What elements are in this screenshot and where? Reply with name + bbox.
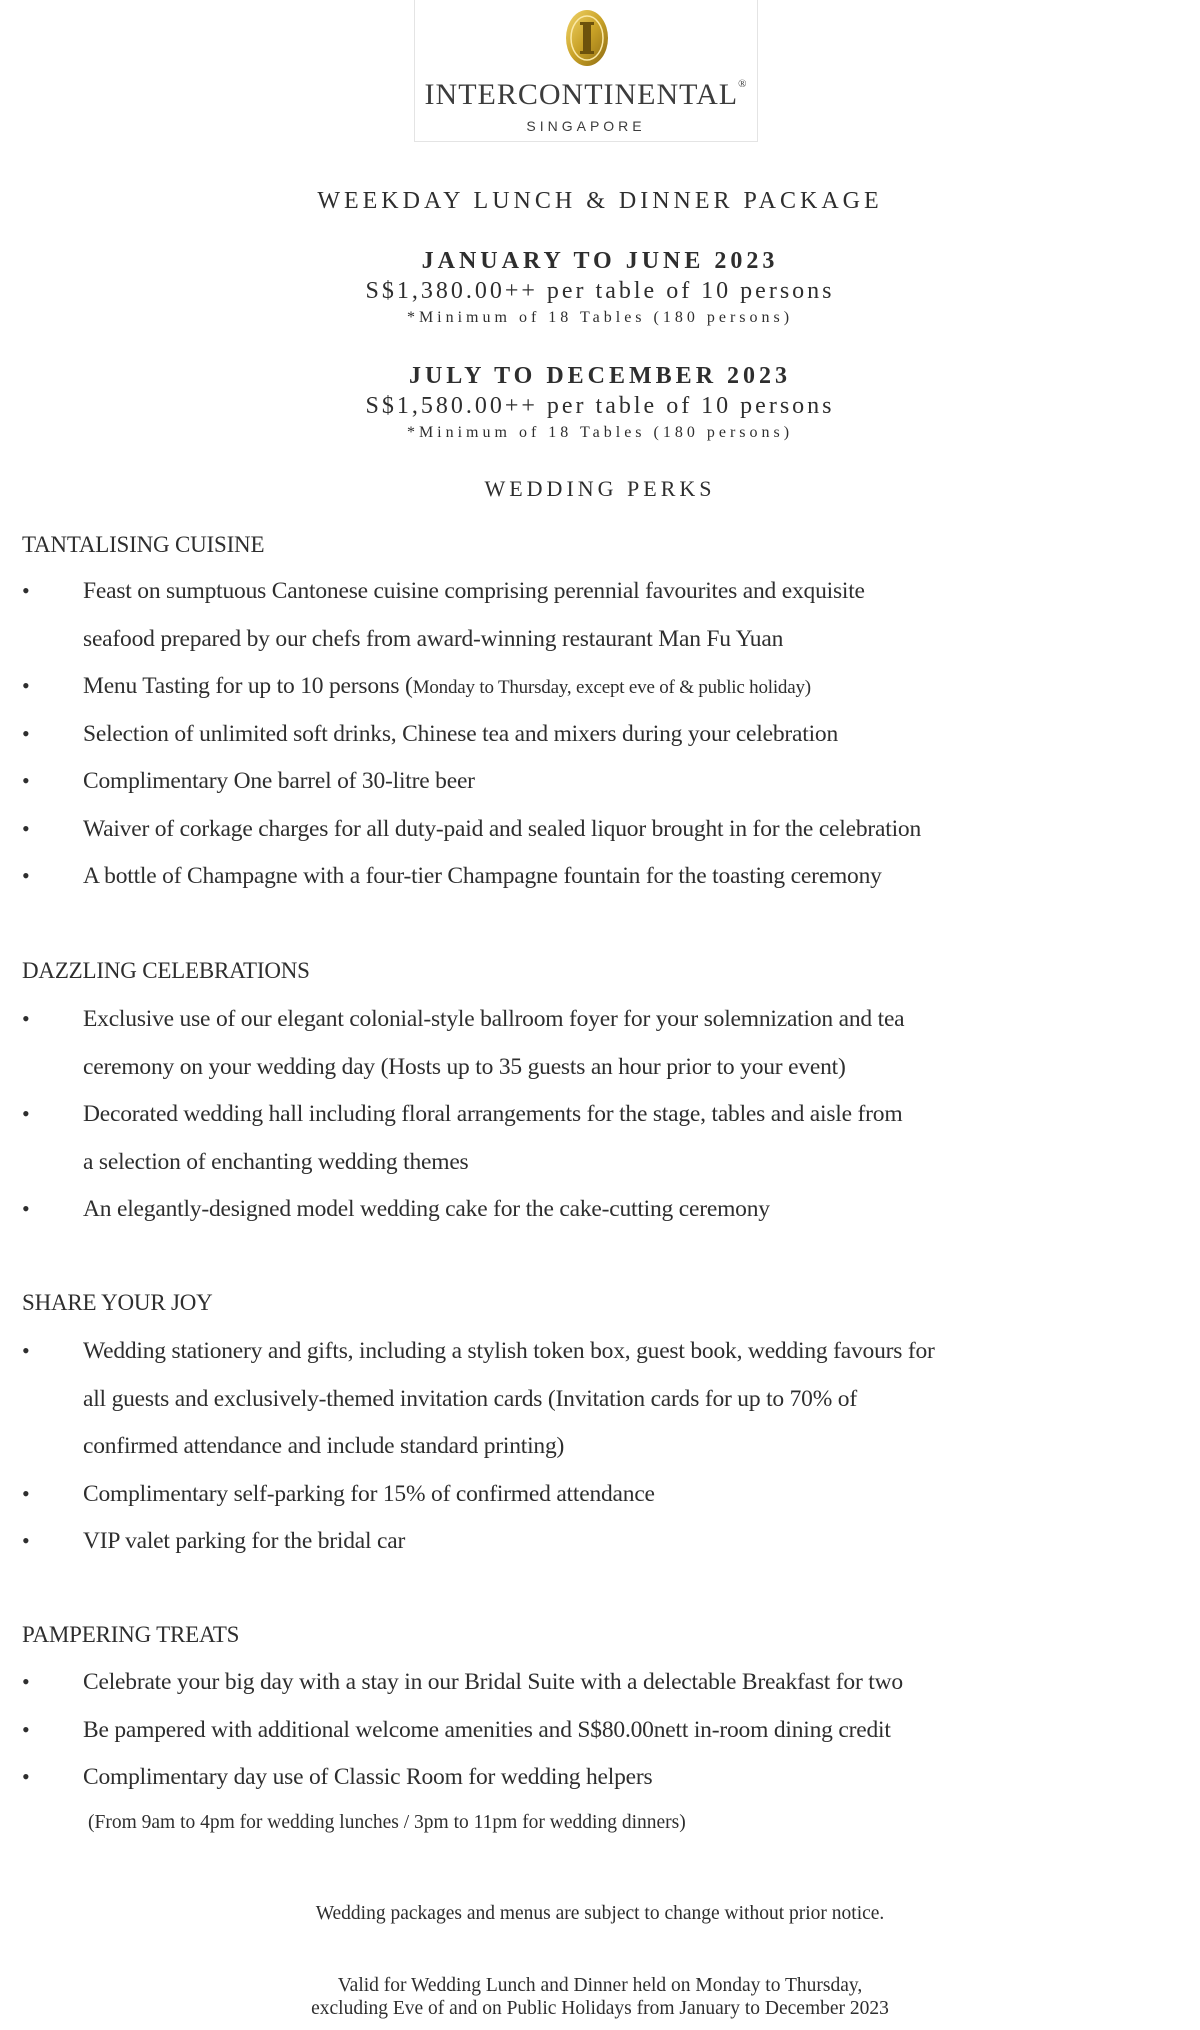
hotel-location: SINGAPORE (526, 118, 646, 134)
bullet-icon: • (22, 578, 30, 603)
perks-title: WEDDING PERKS (484, 476, 716, 501)
bullet-icon: • (22, 1006, 30, 1031)
list-item: seafood prepared by our chefs from award-winning restaurant Man Fu Yuan (83, 626, 784, 652)
list-item: Wedding stationery and gifts, including a stylish token box, guest book, wedding favours for (83, 1338, 935, 1364)
minimum-note: *Minimum of 18 Tables (180 persons) (406, 309, 794, 326)
section-heading-celebrations: DAZZLING CELEBRATIONS (22, 958, 310, 983)
section-heading-joy: SHARE YOUR JOY (22, 1290, 213, 1315)
bullet-icon: • (22, 673, 30, 698)
bullet-icon: • (22, 721, 30, 746)
footer-validity: excluding Eve of and on Public Holidays from January to December 2023 (311, 1998, 889, 2019)
hotel-brand-name: INTERCONTINENTAL® (424, 78, 748, 111)
list-item: Celebrate your big day with a stay in our Bridal Suite with a delectable Breakfast for two (83, 1669, 903, 1695)
period-title: JANUARY TO JUNE 2023 (421, 248, 779, 274)
list-item: Feast on sumptuous Cantonese cuisine comprising perennial favourites and exquisite (83, 578, 865, 604)
bullet-icon: • (22, 816, 30, 841)
bullet-icon: • (22, 1101, 30, 1126)
bullet-icon: • (22, 1528, 30, 1553)
section-heading-cuisine: TANTALISING CUISINE (22, 532, 265, 557)
price-line: S$1,580.00++ per table of 10 persons (365, 393, 835, 419)
footer-notice: Wedding packages and menus are subject to change without prior notice. (315, 1903, 885, 1924)
list-item: a selection of enchanting wedding themes (83, 1149, 469, 1175)
bullet-icon: • (22, 1764, 30, 1789)
list-item: all guests and exclusively-themed invitation cards (Invitation cards for up to 70% of (83, 1386, 857, 1412)
list-item-note: (From 9am to 4pm for wedding lunches / 3pm to 11pm for wedding dinners) (88, 1812, 686, 1833)
list-item: Complimentary day use of Classic Room for wedding helpers (83, 1764, 653, 1790)
period-title: JULY TO DECEMBER 2023 (408, 363, 792, 389)
hotel-logo (414, 0, 758, 142)
section-heading-treats: PAMPERING TREATS (22, 1622, 240, 1647)
list-item: ceremony on your wedding day (Hosts up to 35 guests an hour prior to your event) (83, 1054, 846, 1080)
intercontinental-emblem-icon (564, 8, 610, 68)
footer-validity: Valid for Wedding Lunch and Dinner held on Monday to Thursday, (337, 1975, 863, 1996)
list-item: Exclusive use of our elegant colonial-style ballroom foyer for your solemnization and tea (83, 1006, 905, 1032)
list-item: VIP valet parking for the bridal car (83, 1528, 406, 1554)
list-item: Be pampered with additional welcome amenities and S$80.00nett in-room dining credit (83, 1717, 891, 1743)
bullet-icon: • (22, 1669, 30, 1694)
list-item: confirmed attendance and include standard printing) (83, 1433, 565, 1459)
bullet-icon: • (22, 863, 30, 888)
list-item: A bottle of Champagne with a four-tier Champagne fountain for the toasting ceremony (83, 863, 882, 889)
list-item: Complimentary self-parking for 15% of confirmed attendance (83, 1481, 655, 1507)
package-title: WEEKDAY LUNCH & DINNER PACKAGE (317, 188, 883, 214)
list-item: Decorated wedding hall including floral arrangements for the stage, tables and aisle from (83, 1101, 903, 1127)
bullet-icon: • (22, 1196, 30, 1221)
bullet-icon: • (22, 1717, 30, 1742)
list-item: Menu Tasting for up to 10 persons (Monday to Thursday, except eve of & public holiday) (83, 673, 811, 699)
list-item: Complimentary One barrel of 30-litre beer (83, 768, 475, 794)
price-line: S$1,380.00++ per table of 10 persons (365, 278, 835, 304)
bullet-icon: • (22, 1338, 30, 1363)
bullet-icon: • (22, 768, 30, 793)
list-item: Waiver of corkage charges for all duty-paid and sealed liquor brought in for the celebration (83, 816, 922, 842)
bullet-icon: • (22, 1481, 30, 1506)
list-item: An elegantly-designed model wedding cake for the cake-cutting ceremony (83, 1196, 770, 1222)
minimum-note: *Minimum of 18 Tables (180 persons) (406, 424, 794, 441)
list-item: Selection of unlimited soft drinks, Chinese tea and mixers during your celebration (83, 721, 839, 747)
